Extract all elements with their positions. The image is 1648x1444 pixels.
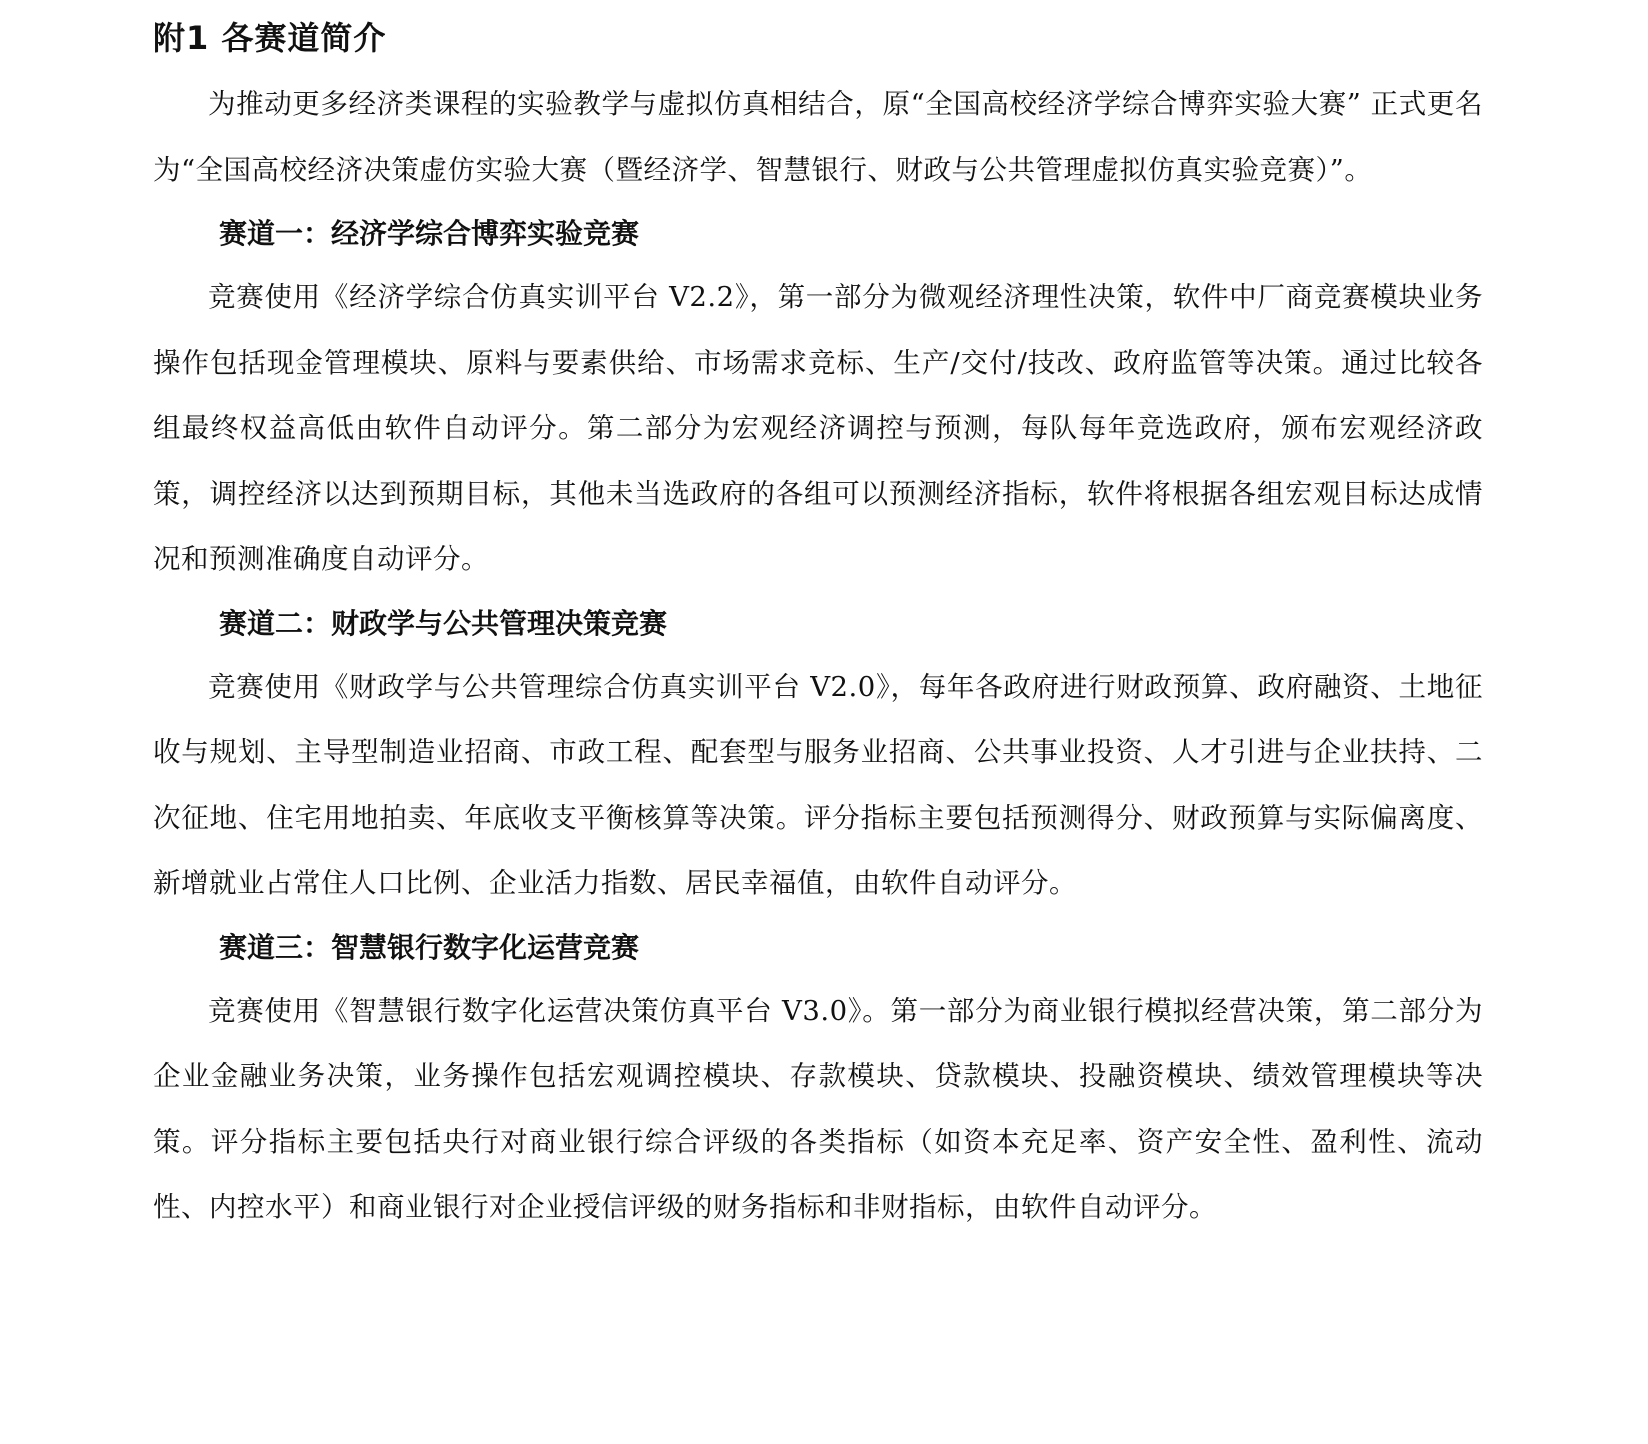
track-one-body: 竞赛使用《经济学综合仿真实训平台 V2.2》，第一部分为微观经济理性决策，软件中厂商竞赛模块业务操作包括现金管理模块、原料与要素供给、市场需求竞标、生产/交付/技改、政府监管等决策。通过比较各组最终权益高低由软件自动评分。第二部分为宏观经济调控与预测，每队每年竞选政府，颁布宏观经济政策，调控经济以达到预期目标，其他未当选政府的各组可以预测经济指标，软件将根据各组宏观目标达成情况和预测准确度自动评分。 (153, 281, 1483, 575)
track-two-body: 竞赛使用《财政学与公共管理综合仿真实训平台 V2.0》，每年各政府进行财政预算、政府融资、土地征收与规划、主导型制造业招商、市政工程、配套型与服务业招商、公共事业投资、人才引进与企业扶持、二次征地、住宅用地拍卖、年底收支平衡核算等决策。评分指标主要包括预测得分、财政预算与实际偏离度、新增就业占常住人口比例、企业活力指数、居民幸福值，由软件自动评分。 (153, 670, 1483, 899)
track-two-section (153, 593, 1483, 917)
track-three-section (153, 917, 1483, 1241)
track-two-heading: 赛道二：财政学与公共管理决策竞赛 (219, 606, 668, 640)
track-three-heading: 赛道三：智慧银行数字化运营竞赛 (219, 930, 640, 964)
track-three-body: 竞赛使用《智慧银行数字化运营决策仿真平台 V3.0》。第一部分为商业银行模拟经营决策，第二部分为企业金融业务决策，业务操作包括宏观调控模块、存款模块、贷款模块、投融资模块、绩效管理模块等决策。评分指标主要包括央行对商业银行综合评级的各类指标（如资本充足率、资产安全性、盈利性、流动性、内控水平）和商业银行对企业授信评级的财务指标和非财指标，由软件自动评分。 (153, 994, 1483, 1223)
document-title: 附1 各赛道简介 (153, 19, 387, 57)
track-one-heading: 赛道一：经济学综合博弈实验竞赛 (219, 217, 640, 250)
intro-paragraph: 为推动更多经济类课程的实验教学与虚拟仿真相结合，原“全国高校经济学综合博弈实验大赛” 正式更名为“全国高校经济决策虚仿实验大赛（暨经济学、智慧银行、财政与公共管理虚拟仿真实验竞赛）”。 (153, 88, 1483, 186)
document-page (153, 14, 1483, 1241)
track-one-section (153, 203, 1483, 593)
